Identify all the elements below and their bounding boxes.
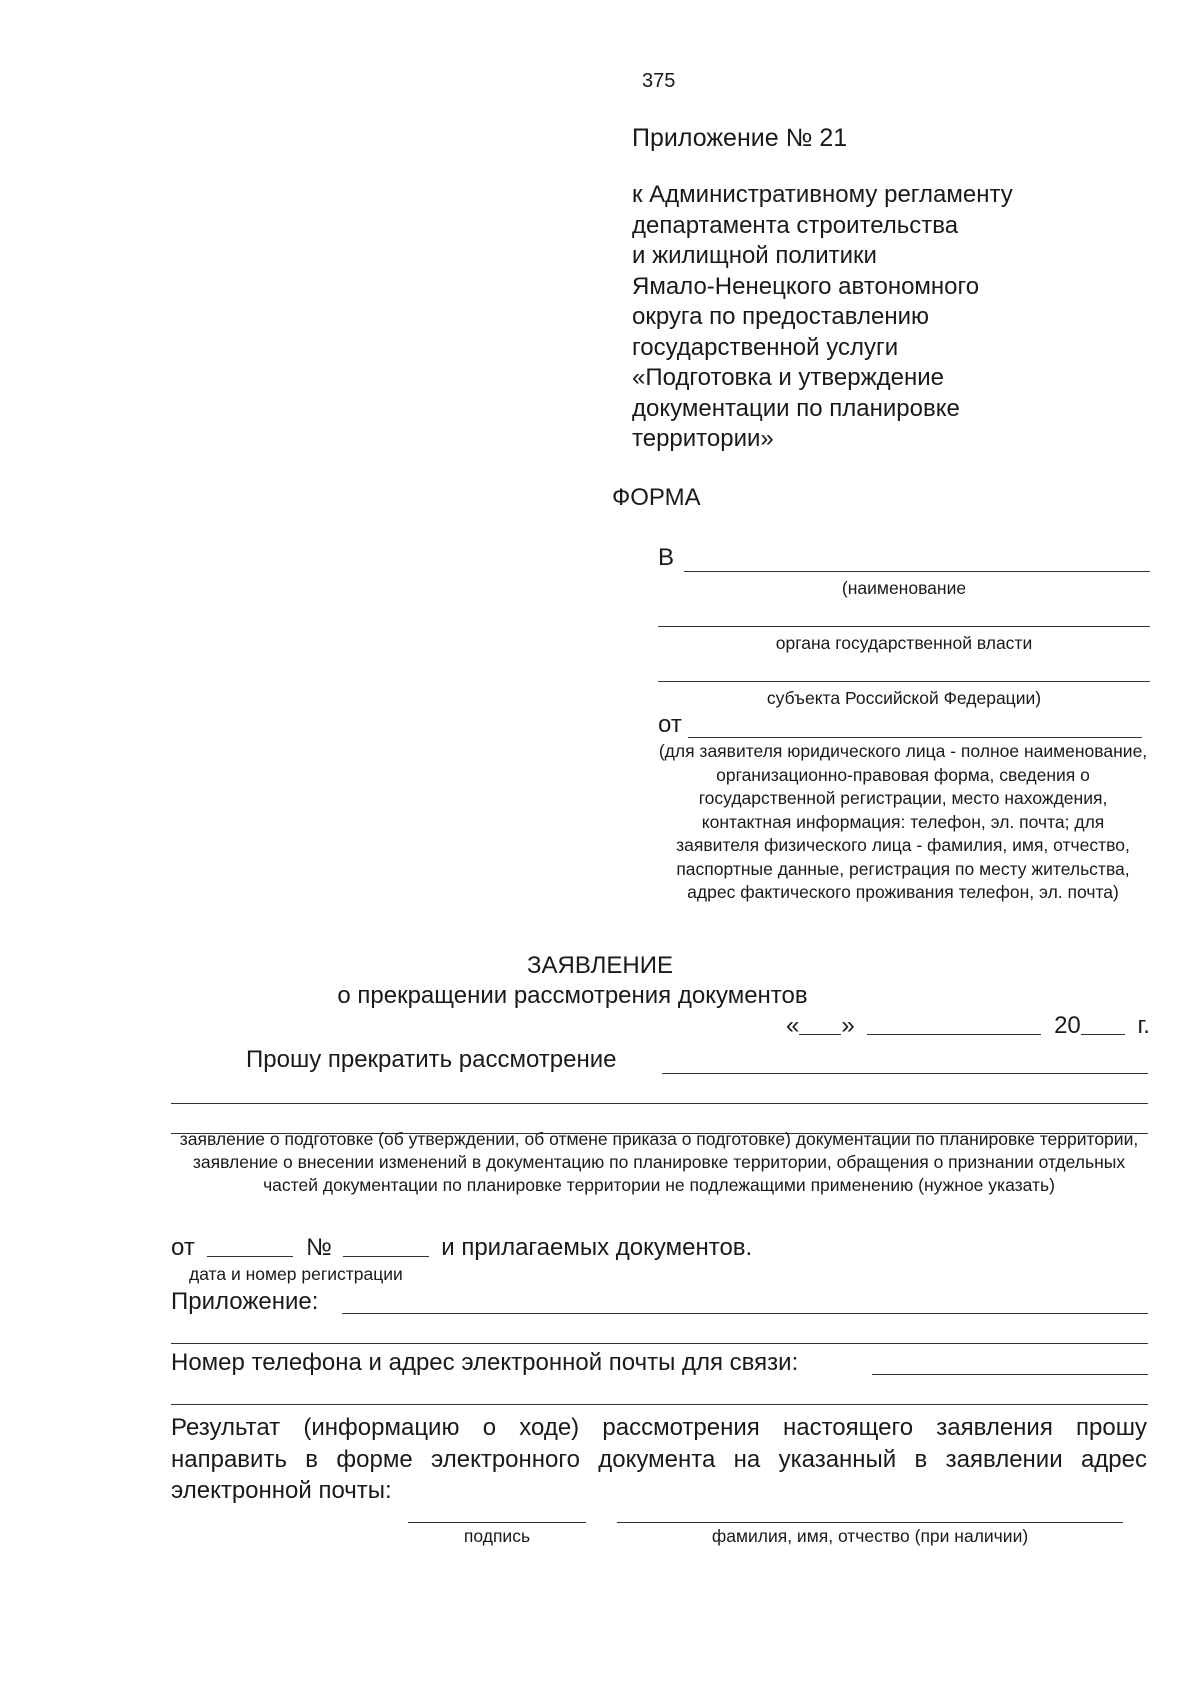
signature-hint: подпись <box>463 1526 531 1546</box>
applicant-line[interactable] <box>688 737 1142 738</box>
attachment-line-1[interactable] <box>342 1313 1148 1314</box>
from-label: от <box>658 711 682 738</box>
regulation-line: к Административному регламенту <box>632 181 1013 208</box>
regulation-line: государственной услуги <box>632 333 899 361</box>
regulation-line: департамента строительства <box>632 211 959 239</box>
date-row <box>786 1012 1150 1040</box>
regulation-line: «Подготовка и утверждение <box>632 364 944 391</box>
page-number: 375 <box>642 70 676 92</box>
regulation-line: Ямало-Ненецкого автономного <box>632 272 980 300</box>
date-open-quote: « <box>786 1012 800 1039</box>
result-line: направить в форме электронного документа на указанный в заявлении адрес <box>171 1445 1147 1473</box>
result-line: электронной почты: <box>171 1477 392 1504</box>
fullname-hint: фамилия, имя, отчество (при наличии) <box>711 1526 1029 1546</box>
registration-number-field[interactable] <box>343 1255 429 1257</box>
subject-hint: заявление о подготовке (об утверждении, об отмене приказа о подготовке) документации по планировке территории, заявление о внесении изменений в документацию по планировке территории, обращения о признании отдельных частей документации по планировке территории не подлежащими применению (нужное указать) <box>179 1129 1139 1195</box>
date-year-prefix: 20 <box>1054 1012 1081 1039</box>
regulation-line: и жилищной политики <box>632 242 877 269</box>
authority-hint-2: органа государственной власти <box>775 633 1033 653</box>
fullname-line[interactable] <box>617 1522 1123 1523</box>
authority-line-2[interactable] <box>658 626 1150 627</box>
regulation-line: документации по планировке <box>632 394 960 422</box>
attachment-label: Приложение: <box>171 1288 319 1315</box>
appendix-number: Приложение № 21 <box>632 124 848 152</box>
authority-name-line[interactable] <box>684 571 1150 572</box>
registration-number-label: № <box>306 1234 332 1261</box>
authority-hint-3: субъекта Российской Федерации) <box>766 688 1042 708</box>
regulation-reference <box>632 180 1013 455</box>
contact-label: Номер телефона и адрес электронной почты для связи: <box>171 1349 799 1376</box>
registration-suffix: и прилагаемых документов. <box>441 1234 753 1261</box>
document-title: ЗАЯВЛЕНИЕ <box>527 952 673 979</box>
result-paragraph <box>171 1412 1147 1507</box>
contact-line-1[interactable] <box>872 1374 1148 1375</box>
authority-line-3[interactable] <box>658 681 1150 682</box>
date-year-field[interactable] <box>1081 1033 1125 1035</box>
to-label: В <box>658 544 675 571</box>
contact-line-2[interactable] <box>171 1404 1148 1405</box>
registration-date-field[interactable] <box>207 1255 293 1257</box>
date-day-field[interactable] <box>799 1033 841 1035</box>
registration-row <box>171 1234 752 1262</box>
form-label: ФОРМА <box>612 484 701 511</box>
attachment-line-2[interactable] <box>171 1343 1148 1344</box>
regulation-line: округа по предоставлению <box>632 303 929 330</box>
regulation-line: территории» <box>632 425 774 452</box>
date-year-suffix: г. <box>1137 1012 1150 1039</box>
signature-line[interactable] <box>408 1522 586 1523</box>
document-subtitle: о прекращении рассмотрения документов <box>337 982 808 1009</box>
request-line-1[interactable] <box>662 1073 1148 1074</box>
date-close-quote: » <box>841 1012 855 1039</box>
authority-hint-1: (наименование <box>841 578 967 598</box>
request-line-2[interactable] <box>171 1103 1148 1104</box>
request-label: Прошу прекратить рассмотрение <box>246 1046 617 1073</box>
registration-from-label: от <box>171 1234 195 1261</box>
applicant-hint: (для заявителя юридического лица - полное наименование, организационно-правовая форма, сведения о государственной регистрации, место нахождения, контактная информация: телефон, эл. почта; для заявителя физического лица - фамилия, имя, отчество, паспортные данные, регистрация по месту жительства, адрес фактического проживания телефон, эл. почта) <box>658 741 1148 902</box>
registration-hint: дата и номер регистрации <box>189 1264 403 1284</box>
result-line: Результат (информацию о ходе) рассмотрения настоящего заявления прошу <box>171 1414 1147 1441</box>
date-month-field[interactable] <box>867 1033 1041 1035</box>
